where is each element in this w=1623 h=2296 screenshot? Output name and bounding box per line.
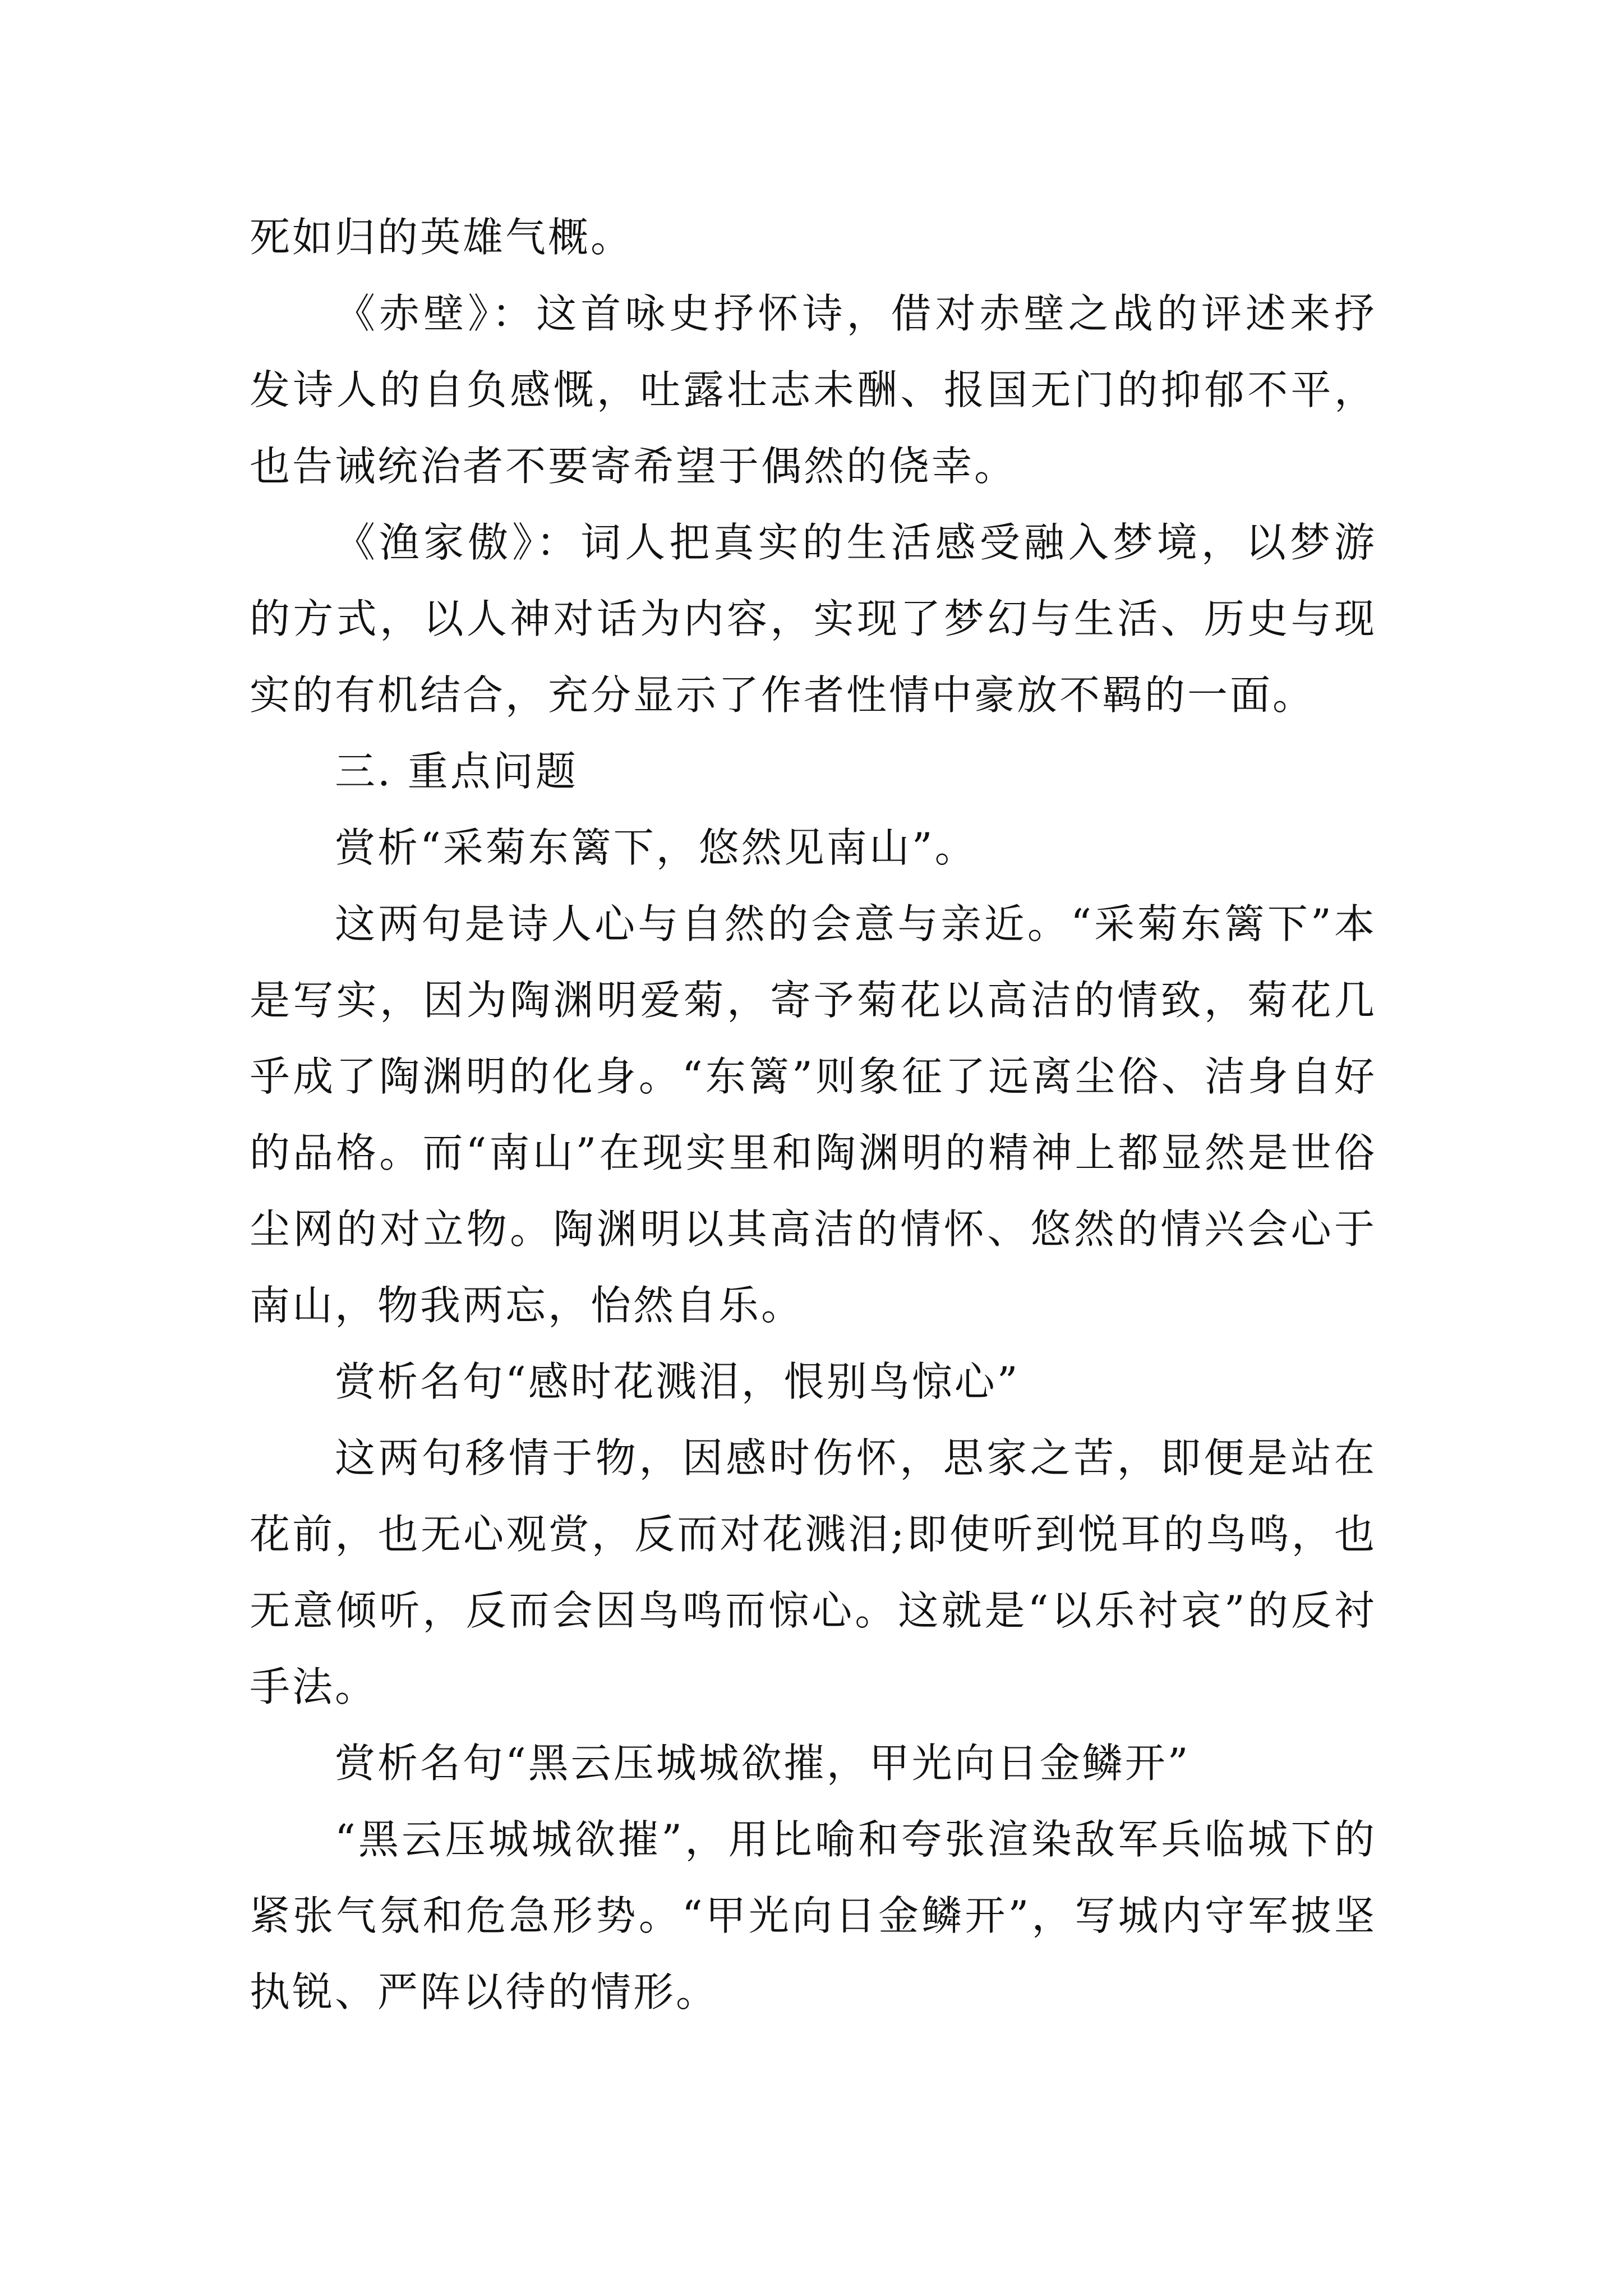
question-caiju: 赏析“采菊东篱下，悠然见南山”。 [335, 824, 978, 871]
paragraph-continuation: 死如归的英雄气概。 [250, 214, 634, 261]
paragraph-yujiaao: 《渔家傲》：词人把真实的生活感受融入梦境，以梦游的方式，以人神对话为内容，实现了梦幻与生活、历史与现实的有机结合，充分显示了作者性情中豪放不羁的一面。 [250, 519, 1377, 719]
answer-heiyun: “黑云压城城欲摧”，用比喻和夸张渲染敌军兵临城下的紧张气氛和危急形势。“甲光向日金鳞开”，写城内守军披坚执锐、严阵以待的情形。 [250, 1816, 1377, 2016]
answer-caiju: 这两句是诗人心与自然的会意与亲近。“采菊东篱下”本是写实，因为陶渊明爱菊，寄予菊花以高洁的情致，菊花几乎成了陶渊明的化身。“东篱”则象征了远离尘俗、洁身自好的品格。而“南山”在现实里和陶渊明的精神上都显然是世俗尘网的对立物。陶渊明以其高洁的情怀、悠然的情兴会心于南山，物我两忘，怡然自乐。 [250, 900, 1377, 1329]
document-body [250, 199, 1377, 2030]
paragraph-chibi: 《赤壁》：这首咏史抒怀诗，借对赤壁之战的评述来抒发诗人的自负感慨，吐露壮志未酬、报国无门的抑郁不平，也告诫统治者不要寄希望于偶然的侥幸。 [250, 290, 1377, 490]
question-ganshi: 赏析名句“感时花溅泪，恨别鸟惊心” [335, 1358, 1020, 1405]
question-heiyun: 赏析名句“黑云压城城欲摧，甲光向日金鳞开” [335, 1740, 1191, 1787]
section-heading: 三. 重点问题 [335, 748, 578, 795]
answer-ganshi: 这两句移情于物，因感时伤怀，思家之苦，即便是站在花前，也无心观赏，反而对花溅泪;即使听到悦耳的鸟鸣，也无意倾听，反而会因鸟鸣而惊心。这就是“以乐衬哀”的反衬手法。 [250, 1434, 1377, 1710]
